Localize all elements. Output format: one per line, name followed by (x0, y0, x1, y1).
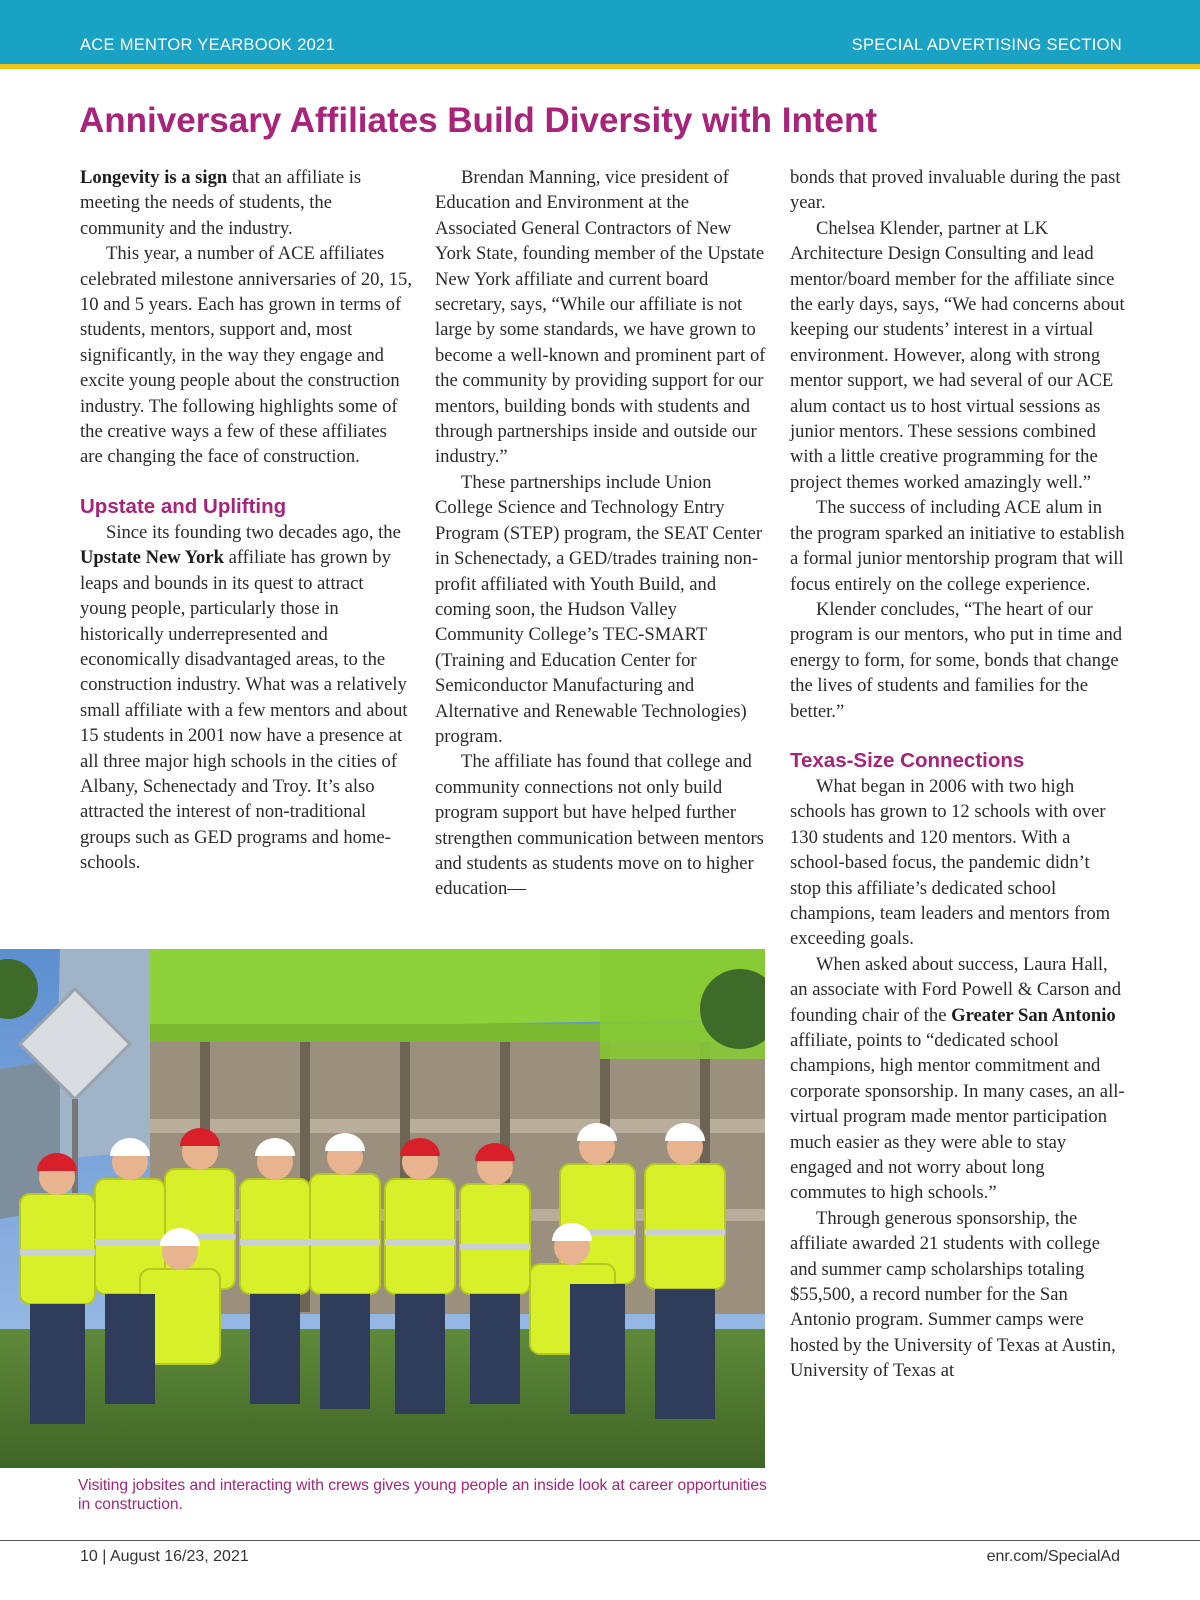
paragraph: Through generous sponsorship, the affiliate awarded 21 students with college and summer camp scholarships totaling $55,500, a record number for the San Antonio program. Summer camps were hosted by the University of Texas at Austin, University of Texas at (790, 1207, 1116, 1382)
subhead-texas: Texas-Size Connections (790, 748, 1025, 772)
lead-in: Longevity is a sign (80, 167, 228, 188)
subhead-upstate: Upstate and Uplifting (80, 494, 287, 518)
page-number-date: 10 | August 16/23, 2021 (80, 1548, 249, 1565)
paragraph: The affiliate has found that college and community connections not only build program support but have helped further strengthen communication between mentors and students as students move on to higher education— (435, 751, 764, 900)
paragraph: Klender concludes, “The heart of our program is our mentors, who put in time and energy to form, for some, bonds that change the lives of students and families for the better.” (790, 598, 1123, 722)
header-bar (0, 0, 1200, 69)
intro-paragraph: Longevity is a sign that an affiliate is meeting the needs of students, the community and the industry. (80, 167, 362, 239)
text-column-2 (435, 165, 768, 902)
section-label: SPECIAL ADVERTISING SECTION (851, 36, 1122, 54)
text-column-3 (790, 165, 1125, 1384)
paragraph: This year, a number of ACE affiliates celebrated milestone anniversaries of 20, 15, 10 and 5 years. Each has grown in terms of students, mentors, support and, most significantly, in the way they engage and excite young people about the construction industry. The following highlights some of the creative ways a few of these affiliates are changing the face of construction. (80, 243, 412, 468)
photo-caption: Visiting jobsites and interacting with crews gives young people an inside look at career opportunities in construction. (78, 1477, 767, 1513)
paragraph: What began in 2006 with two high schools has grown to 12 schools with over 130 students and 120 mentors. With a school-based focus, the pandemic didn’t stop this affiliate’s dedicated school champions, team leaders and mentors from exceeding goals. (790, 775, 1111, 950)
footer-url: enr.com/SpecialAd (986, 1548, 1120, 1565)
paragraph: These partnerships include Union College Science and Technology Entry Program (STEP) program, the SEAT Center in Schenectady, a GED/trades training non-profit affiliated with Youth Build, and coming soon, the Hudson Valley Community College’s TEC-SMART (Training and Education Center for Semiconductor Manufacturing and Alternative and Renewable Technologies) program. (435, 471, 763, 747)
paragraph: bonds that proved invaluable during the past year. (790, 167, 1121, 214)
paragraph: Chelsea Klender, partner at LK Architecture Design Consulting and lead mentor/board member for the affiliate since the early days, says, “We had concerns about keeping our students’ interest in a virtual environment. However, along with strong mentor support, we had several of our ACE alum contact us to host virtual sessions as junior mentors. These sessions combined with a little creative programming for the project themes worked amazingly well.” (790, 217, 1125, 493)
group-photo (0, 949, 765, 1468)
paragraph: Since its founding two decades ago, the Upstate New York affiliate has grown by leaps and bounds in its quest to attract young people, particularly those in historically underrepresented and economically disadvantaged areas, to the construction industry. What was a relatively small affiliate with a few mentors and about 15 students in 2001 now have a presence at all three major high schools in the cities of Albany, Schenectady and Troy. It’s also attracted the interest of non-traditional groups such as GED programs and home-schools. (80, 521, 408, 874)
article-title: Anniversary Affiliates Build Diversity with Intent (79, 101, 878, 140)
paragraph: Brendan Manning, vice president of Education and Environment at the Associated General Contractors of New York State, founding member of the Upstate New York affiliate and current board secretary, says, “While our affiliate is not large by some standards, we have grown to become a well-known and prominent part of the community by providing support for our mentors, building bonds with students and through partnerships inside and outside our industry.” (435, 167, 766, 468)
paragraph: The success of including ACE alum in the program sparked an initiative to establish a formal junior mentorship program that will focus entirely on the college experience. (790, 497, 1125, 595)
footer-divider (0, 1540, 1200, 1541)
publication-name: ACE MENTOR YEARBOOK 2021 (80, 36, 336, 54)
text-column-1 (80, 165, 413, 876)
paragraph: When asked about success, Laura Hall, an associate with Ford Powell & Carson and founding chair of the Greater San Antonio affiliate, points to “dedicated school champions, high mentor commitment and corporate sponsorship. In many cases, an all-virtual program made mentor participation much easier as they were able to stay engaged and not worry about long commutes to high schools.” (790, 953, 1125, 1204)
